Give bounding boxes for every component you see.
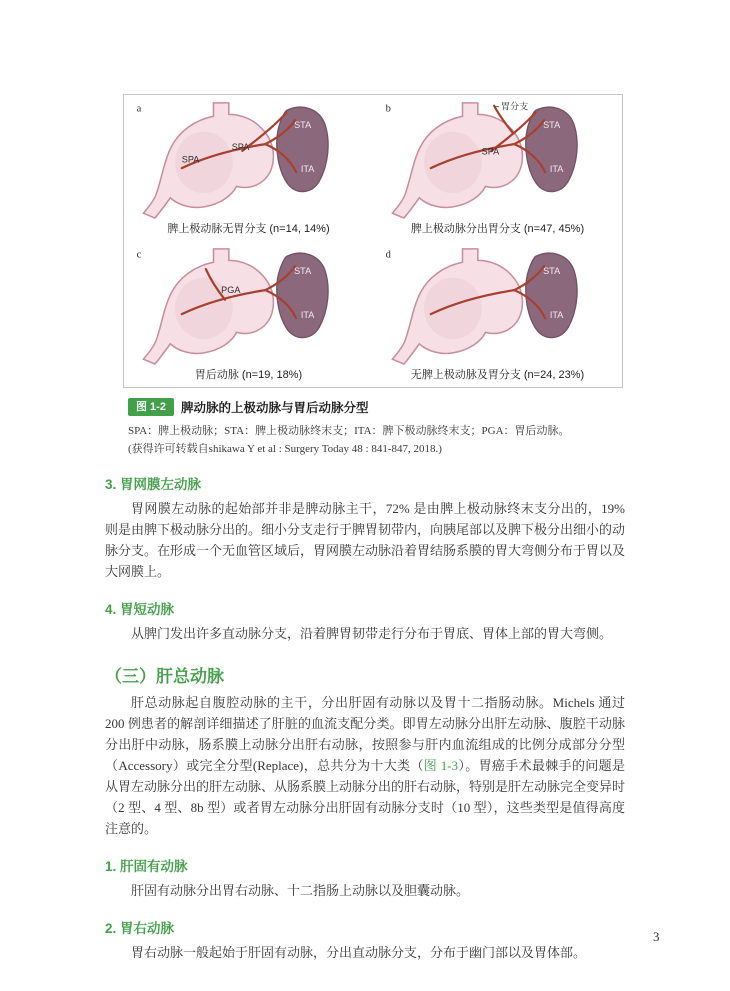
sta-label: STA bbox=[542, 265, 560, 276]
paragraph-short-gastric: 从脾门发出许多直动脉分支，沿着脾胃韧带走行分布于胃底、胃体上部的胃大弯侧。 bbox=[131, 626, 613, 641]
panel-caption-d: 无脾上极动脉及胃分支 (n=24, 23%) bbox=[410, 369, 585, 381]
page-number: 3 bbox=[653, 929, 660, 944]
sta-label: STA bbox=[542, 119, 560, 130]
spa-branch-label: SPA bbox=[231, 141, 249, 152]
anatomy-drawing-d bbox=[375, 245, 621, 365]
figure-legend: SPA：脾上极动脉；STA：脾上极动脉终末支；ITA：脾下极动脉终末支；PGA：胃后动脉。 bbox=[128, 425, 570, 437]
panel-caption-c: 胃后动脉 (n=19, 18%) bbox=[194, 369, 303, 381]
heading-short-gastric-artery: 4. 胃短动脉 bbox=[105, 602, 175, 617]
spa-label: SPA bbox=[481, 146, 499, 157]
heading-proper-hepatic-artery: 1. 肝固有动脉 bbox=[105, 859, 188, 874]
figure-1-3-reference: 图 1-3 bbox=[423, 758, 459, 773]
sta-label: STA bbox=[293, 265, 311, 276]
panel-letter: b bbox=[385, 103, 391, 115]
panel-letter: a bbox=[136, 103, 141, 115]
anatomy-drawing-b bbox=[375, 99, 621, 219]
stomach-shading bbox=[424, 278, 482, 339]
ita-label: ITA bbox=[549, 163, 563, 174]
figure-panel-a bbox=[124, 95, 373, 241]
anatomy-drawing-a bbox=[126, 99, 372, 219]
gastric-branch-label: 胃分支 bbox=[500, 101, 528, 112]
figure-title: 脾动脉的上极动脉与胃后动脉分型 bbox=[180, 401, 369, 415]
spa-trunk-label: SPA bbox=[181, 154, 199, 165]
figure-panel-d bbox=[373, 241, 622, 387]
sta-label: STA bbox=[293, 119, 311, 130]
figure-source-credit: (获得许可转载自shikawa Y et al : Surgery Today 48 : 841-847, 2018.) bbox=[128, 443, 442, 455]
figure-panels-grid bbox=[124, 95, 622, 387]
panel-letter: c bbox=[136, 249, 141, 261]
figure-panel-c bbox=[124, 241, 373, 387]
figure-caption-row bbox=[128, 398, 625, 416]
figure-panel-b bbox=[373, 95, 622, 241]
panel-letter: d bbox=[385, 249, 391, 261]
page-content bbox=[105, 94, 625, 975]
figure-number-badge: 图 1-2 bbox=[128, 398, 174, 416]
ita-label: ITA bbox=[300, 309, 314, 320]
ita-label: ITA bbox=[300, 163, 314, 174]
paragraph-text-after-ref: ）。胃癌手术最棘手的问题是从胃左动脉分出的肝左动脉、从肠系膜上动脉分出的肝右动脉，特别是肝左动脉完全变异时（2 型、4 型、8b 型）或者胃左动脉分出肝固有动脉分支时（10 型），这些类型是值得高度注意的。 bbox=[105, 758, 626, 836]
figure-1-2 bbox=[123, 94, 623, 388]
paragraph-left-gastroepiploic: 胃网膜左动脉的起始部并非是脾动脉主干，72% 是由脾上极动脉终末支分出的，19% 则是由脾下极动脉分出的。细小分支走行于脾胃韧带内，向胰尾部以及脾下极分出细小的动脉分支。在形成一个无血管区域后，胃网膜左动脉沿着胃结肠系膜的胃大弯侧分布于胃以及大网膜上。 bbox=[105, 501, 626, 579]
heading-common-hepatic-artery: （三）肝总动脉 bbox=[105, 667, 224, 686]
paragraph-common-hepatic bbox=[105, 692, 625, 839]
heading-right-gastric-artery: 2. 胃右动脉 bbox=[105, 921, 175, 936]
pga-label: PGA bbox=[220, 285, 240, 295]
anatomy-drawing-c bbox=[126, 245, 372, 365]
heading-left-gastroepiploic-artery: 3. 胃网膜左动脉 bbox=[105, 477, 202, 492]
paragraph-right-gastric: 胃右动脉一般起始于肝固有动脉，分出直动脉分支，分布于幽门部以及胃体部。 bbox=[131, 945, 587, 960]
paragraph-proper-hepatic: 肝固有动脉分出胃右动脉、十二指肠上动脉以及胆囊动脉。 bbox=[131, 883, 470, 898]
ita-label: ITA bbox=[549, 309, 563, 320]
panel-caption-b: 脾上极动脉分出胃分支 (n=47, 45%) bbox=[410, 223, 585, 235]
panel-caption-a: 脾上极动脉无胃分支 (n=14, 14%) bbox=[167, 223, 330, 235]
paragraph-text-before-ref: 肝总动脉起自腹腔动脉的主干，分出肝固有动脉以及胃十二指肠动脉。Michels 通过 200 例患者的解剖详细描述了肝脏的血流支配分类。即胃左动脉分出肝左动脉、腹腔干动脉分出肝中动脉，肠系膜上动脉分出肝右动脉，按照参与肝内血流组成的比例分成部分分型（Accessory）或完全分型(Replace)，总共分为十大类（ bbox=[105, 695, 625, 773]
stomach-shading bbox=[424, 132, 482, 193]
